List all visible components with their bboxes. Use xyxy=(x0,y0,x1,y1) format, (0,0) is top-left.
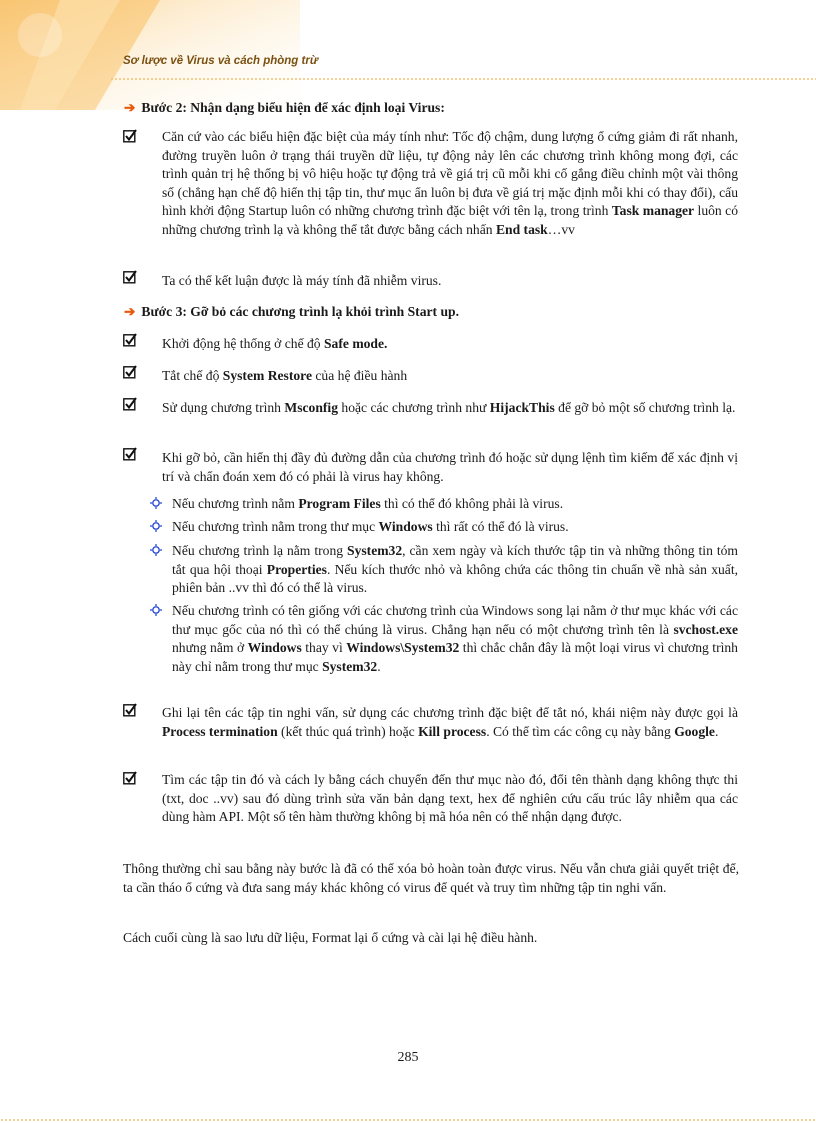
footer-divider xyxy=(0,1119,816,1121)
item-text: luôn có những chương trình lạ và không thể tắt được bằng cách nhấn xyxy=(162,203,738,237)
checkbox-icon xyxy=(123,270,137,284)
item-text: Khởi động hệ thống ở chế độ xyxy=(162,336,324,351)
item-text: …vv xyxy=(547,221,575,237)
sub-list-item xyxy=(172,518,738,537)
item-bold: Kill process xyxy=(418,723,487,739)
page-header: Sơ lược về Virus và cách phòng trừ xyxy=(123,55,319,67)
checkbox-icon xyxy=(123,703,137,717)
item-text: nhưng nằm ở xyxy=(172,640,248,655)
checkbox-icon xyxy=(123,365,137,379)
paragraph: Thông thường chỉ sau bằng này bước là đã có thể xóa bỏ hoàn toàn được virus. Nếu vẫn chưa giải quyết triệt để, ta cần tháo ổ cứng và đưa sang máy khác không có virus để quét và truy tìm những tập tin nghi vấn. xyxy=(123,861,739,895)
item-text: . xyxy=(714,723,719,739)
item-text: thay vì xyxy=(301,640,347,655)
item-bold: Task manager xyxy=(611,203,695,218)
checkbox-icon xyxy=(123,447,137,461)
checkbox-icon xyxy=(123,333,137,347)
item-bold: System32 xyxy=(322,658,378,674)
step-2-heading xyxy=(124,99,445,118)
item-text: Nếu chương trình nằm trong thư mục xyxy=(172,519,379,534)
list-item xyxy=(162,272,738,291)
item-bold: HijackThis xyxy=(489,400,555,415)
item-text: , cần xem ngày và kích thước tập tin và những thông tin tóm tắt qua hội thoại xyxy=(172,543,738,577)
item-text: . xyxy=(377,658,381,674)
item-text: . Có thể tìm các công cụ này bằng xyxy=(486,723,675,739)
item-text: Nếu chương trình lạ nằm trong xyxy=(172,543,348,558)
list-item xyxy=(162,367,738,386)
item-text: Ghi lại tên các tập tin nghi vấn, sử dụng các chương trình đặc biệt để tắt nó, khái niệm này được gọi là xyxy=(162,705,738,720)
item-bold: Process termination xyxy=(162,723,278,739)
item-bold: Windows\System32 xyxy=(346,640,460,655)
list-item xyxy=(162,128,738,239)
page-number: 285 xyxy=(397,1050,419,1065)
sun-bullet-icon xyxy=(150,544,162,556)
sun-bullet-icon xyxy=(150,520,162,532)
item-bold: System Restore xyxy=(222,368,312,383)
checkbox-icon xyxy=(123,397,137,411)
item-text: để gỡ bỏ một số chương trình lạ. xyxy=(554,400,736,415)
item-bold: Windows xyxy=(378,519,433,534)
item-bold: svchost.exe xyxy=(673,621,738,637)
item-text: Ta có thể kết luận được là máy tính đã nhiễm virus. xyxy=(162,273,442,288)
item-bold: System32 xyxy=(347,543,403,558)
sub-list-item xyxy=(172,602,738,676)
item-text: . Nếu kích thước nhỏ và không chứa các thông tin chuẩn về nhà sản xuất, phiên bản ..vv thì đó có thể là virus. xyxy=(172,561,738,595)
arrow-icon: ➔ xyxy=(124,100,136,115)
step-3-text: Bước 3: Gỡ bỏ các chương trình lạ khỏi trình Start up. xyxy=(141,304,459,319)
item-text: thì chắc chắn đây là một loại virus vì chương trình này chỉ nằm trong thư mục xyxy=(172,640,738,674)
item-bold: End task xyxy=(495,221,548,237)
item-text: thì rất có thể đó là virus. xyxy=(432,519,569,534)
item-text: hoặc các chương trình như xyxy=(338,400,490,415)
item-text: thì có thể đó không phải là virus. xyxy=(380,496,564,511)
item-bold: Properties xyxy=(266,561,327,577)
item-text: (kết thúc quá trình) hoặc xyxy=(277,723,419,739)
paragraph: Cách cuối cùng là sao lưu dữ liệu, Format lại ổ cứng và cài lại hệ điều hành. xyxy=(123,930,538,945)
item-text: Căn cứ vào các biểu hiện đặc biệt của máy tính như: Tốc độ chậm, dung lượng ổ cứng giảm đi rất nhanh, đường truyền luôn ở trạng thái truyền dữ liệu, tự động nảy lên các chương trình không mong đợi, các trình quản trị hệ thống bị vô hiệu hoặc tự động trả về giá trị cũ mỗi khi cố gắng điều chỉnh một vài thông số (chẳng hạn chế độ hiển thị tập tin, thư mục ẩn luôn bị đưa về giá trị mặc định mỗi khi có thay đổi), cấu hình khởi động Startup luôn có những chương trình đặc biệt với tên lạ, trong trình xyxy=(162,129,738,218)
item-text: của hệ điều hành xyxy=(312,368,408,383)
item-text: Khi gỡ bỏ, cần hiển thị đầy đủ đường dẫn của chương trình đó hoặc sử dụng lệnh tìm kiếm để xác định vị trí và chẩn đoán xem đó có phải là virus hay không. xyxy=(162,450,738,484)
item-text: Nếu chương trình nằm xyxy=(172,496,299,511)
sun-bullet-icon xyxy=(150,604,162,616)
list-item xyxy=(162,704,738,741)
item-bold: Safe mode. xyxy=(324,336,388,351)
item-text: Tắt chế độ xyxy=(162,368,223,383)
arrow-icon: ➔ xyxy=(124,304,136,319)
list-item xyxy=(162,771,738,827)
item-bold: Msconfig xyxy=(284,400,338,415)
sun-bullet-icon xyxy=(150,497,162,509)
item-bold: Program Files xyxy=(298,496,381,511)
checkbox-icon xyxy=(123,129,137,143)
step-2-text: Bước 2: Nhận dạng biểu hiện để xác định loại Virus: xyxy=(141,100,445,115)
sub-list-item xyxy=(172,542,738,598)
list-item xyxy=(162,399,738,418)
item-bold: Windows xyxy=(247,640,302,655)
list-item xyxy=(162,449,738,486)
list-item xyxy=(162,335,738,354)
sub-list-item xyxy=(172,495,738,514)
item-text: Sử dụng chương trình xyxy=(162,400,285,415)
item-bold: Google xyxy=(674,723,715,739)
step-3-heading xyxy=(124,303,459,322)
item-text: Tìm các tập tin đó và cách ly bằng cách chuyển đến thư mục nào đó, đổi tên thành dạng không thực thi (txt, doc ..vv) sau đó dùng trình sửa văn bản dạng text, hex để nghiên cứu cấu trúc lây nhiễm qua các dùng hàm API. Một số tên hàm thường không bị mã hóa nên có thể nhận dạng được. xyxy=(162,772,738,824)
header-divider xyxy=(110,78,816,80)
checkbox-icon xyxy=(123,771,137,785)
item-text: Nếu chương trình có tên giống với các chương trình của Windows song lại nằm ở thư mục khác với các thư mục gốc của nó thì có thể chúng là virus. Chẳng hạn nếu có một chương trình tên là xyxy=(172,603,738,637)
